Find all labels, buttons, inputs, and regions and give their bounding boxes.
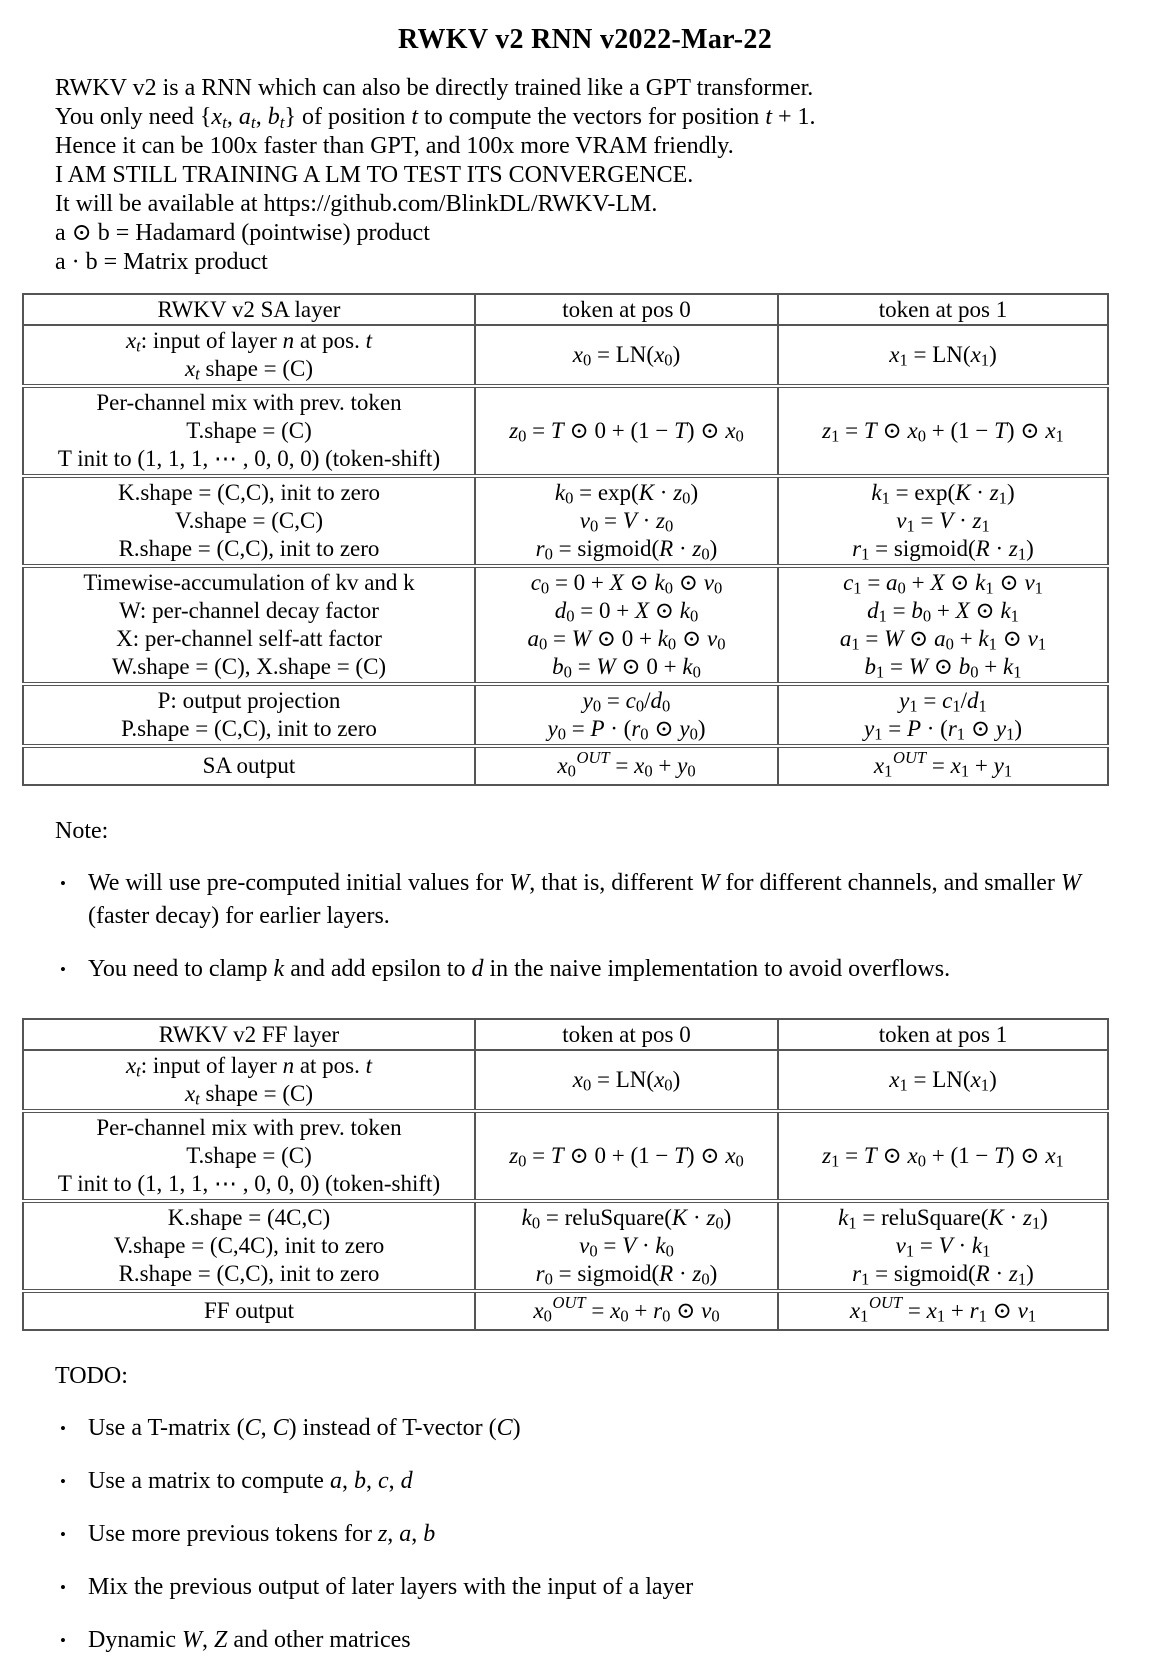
todo-item-text: Use more previous tokens for z, a, b: [88, 1521, 436, 1547]
row-label-cell: K.shape = (4C,C) V.shape = (C,4C), init to zero R.shape = (C,C), init to zero: [23, 1201, 475, 1291]
pos1-cell: $z_1 = T$ ⊙ $x_0 + (1 - T)$ ⊙ $x_1$: [778, 1111, 1108, 1201]
table-header-row: [23, 1019, 1108, 1050]
row-label-cell: FF output: [23, 1291, 475, 1330]
todo-item: [60, 1624, 1082, 1657]
row-label-cell: Timewise-accumulation of kv and k W: per-channel decay factor X: per-channel self-att factor W.shape = (C), X.shape = (C): [23, 566, 475, 684]
table-row: [23, 386, 1108, 476]
todo-item-text: Use a T-matrix (C, C) instead of T-vector (C): [88, 1415, 521, 1441]
pos1-cell: $k_1$ = reluSquare(K · $z_1$) $v_1 = V \cdot k_1$ $r_1$ = sigmoid(R · $z_1$): [778, 1201, 1108, 1291]
bullet-icon: •: [60, 1419, 66, 1438]
note-list: [0, 867, 1170, 986]
pos0-cell: $x_0 = LN(x_0)$: [475, 1050, 778, 1111]
row-label-cell: SA output: [23, 746, 475, 785]
intro-line: I AM STILL TRAINING A LM TO TEST ITS CONVERGENCE.: [55, 162, 694, 188]
pos0-cell: $z_0 = T$ ⊙ 0 + (1 − T) ⊙ $x_0$: [475, 386, 778, 476]
todo-item-text: Mix the previous output of later layers with the input of a layer: [88, 1574, 694, 1600]
pos1-cell: $z_1 = T$ ⊙ $x_0 + (1 - T)$ ⊙ $x_1$: [778, 386, 1108, 476]
intro-line-matrix: a · b = Matrix product: [55, 249, 268, 275]
pos1-cell: $k_1 = \exp(K \cdot z_1)$ $v_1 = V \cdot z_1$ $r_1$ = sigmoid(R · $z_1$): [778, 476, 1108, 566]
sa-layer-table: [22, 293, 1109, 786]
pos1-cell: $c_1 = a_0 + X$ ⊙ $k_1$ ⊙ $v_1$ $d_1 = b_0 + X$ ⊙ $k_1$ $a_1 = W$ ⊙ $a_0 + k_1$ ⊙ $v_1$ $b_1 = W$ ⊙ $b_0 + k_1$: [778, 566, 1108, 684]
todo-list: [0, 1412, 1170, 1657]
pos0-cell: $x_0 = LN(x_0)$: [475, 325, 778, 386]
pos0-cell: $y_0 = c_0/d_0$ $y_0 = P \cdot (r_0$ ⊙ $y_0$): [475, 684, 778, 746]
table-row: [23, 684, 1108, 746]
pos0-cell: $c_0 = 0 + X$ ⊙ $k_0$ ⊙ $v_0$ $d_0 = 0 + X$ ⊙ $k_0$ $a_0 = W$ ⊙ $0 + k_0$ ⊙ $v_0$ $b_0 = W$ ⊙ $0 + k_0$: [475, 566, 778, 684]
pos1-cell: $x_1^{OUT} = x_1 + r_1$ ⊙ $v_1$: [778, 1291, 1108, 1330]
todo-item: [60, 1518, 1082, 1551]
table-header-cell: token at pos 1: [778, 294, 1108, 325]
table-header-cell: RWKV v2 FF layer: [23, 1019, 475, 1050]
table-row: [23, 1201, 1108, 1291]
bullet-icon: •: [60, 1631, 66, 1650]
table-row: [23, 476, 1108, 566]
table-row: [23, 1050, 1108, 1111]
page-title: RWKV v2 RNN v2022-Mar-22: [397, 24, 773, 55]
ff-layer-table: [22, 1018, 1109, 1331]
pos0-cell: $k_0 = \exp(K \cdot z_0)$ $v_0 = V \cdot z_0$ $r_0$ = sigmoid(R · $z_0$): [475, 476, 778, 566]
table-row: [23, 566, 1108, 684]
row-label-cell: Per-channel mix with prev. token T.shape = (C) T init to (1, 1, 1, ⋯ , 0, 0, 0) (token-shift): [23, 386, 475, 476]
bullet-icon: •: [60, 960, 66, 979]
row-label-cell: $x_t$: input of layer n at pos. t $x_t$ shape = (C): [23, 325, 475, 386]
intro-line: RWKV v2 is a RNN which can also be directly trained like a GPT transformer.: [55, 75, 814, 101]
todo-heading: TODO:: [55, 1363, 128, 1389]
todo-item: [60, 1412, 1082, 1445]
row-label-cell: $x_t$: input of layer n at pos. t $x_t$ shape = (C): [23, 1050, 475, 1111]
todo-item: [60, 1465, 1082, 1498]
bullet-icon: •: [60, 1525, 66, 1544]
note-heading: Note:: [55, 818, 109, 844]
table-header-row: [23, 294, 1108, 325]
todo-item: [60, 1571, 1082, 1604]
note-item: [60, 953, 1082, 986]
table-row: [23, 325, 1108, 386]
intro-paragraph: [55, 74, 1130, 277]
row-label-cell: K.shape = (C,C), init to zero V.shape = (C,C) R.shape = (C,C), init to zero: [23, 476, 475, 566]
row-label-cell: Per-channel mix with prev. token T.shape = (C) T init to (1, 1, 1, ⋯ , 0, 0, 0) (token-shift): [23, 1111, 475, 1201]
table-header-cell: token at pos 1: [778, 1019, 1108, 1050]
note-item-text: We will use pre-computed initial values for W, that is, different W for different channels, and smaller W (faster decay) for earlier layers.: [88, 870, 1081, 929]
bullet-icon: •: [60, 874, 66, 893]
intro-line-hadamard: a ⊙ b = Hadamard (pointwise) product: [55, 220, 430, 246]
intro-line: You only need {$x_t$, $a_t$, $b_t$} of position t to compute the vectors for position t + 1.: [55, 104, 816, 132]
pos1-cell: $x_1 = LN(x_1)$: [778, 325, 1108, 386]
bullet-icon: •: [60, 1472, 66, 1491]
pos0-cell: $k_0$ = reluSquare(K · $z_0$) $v_0 = V \cdot k_0$ $r_0$ = sigmoid(R · $z_0$): [475, 1201, 778, 1291]
table-row: [23, 746, 1108, 785]
table-header-cell: RWKV v2 SA layer: [23, 294, 475, 325]
pos1-cell: $y_1 = c_1/d_1$ $y_1 = P \cdot (r_1$ ⊙ $y_1$): [778, 684, 1108, 746]
note-item-text: You need to clamp k and add epsilon to d in the naive implementation to avoid overflows.: [88, 956, 951, 982]
pos0-cell: $x_0^{OUT} = x_0 + r_0$ ⊙ $v_0$: [475, 1291, 778, 1330]
table-row: [23, 1111, 1108, 1201]
bullet-icon: •: [60, 1578, 66, 1597]
todo-item-text: Use a matrix to compute a, b, c, d: [88, 1468, 413, 1494]
row-label-cell: P: output projection P.shape = (C,C), init to zero: [23, 684, 475, 746]
intro-line: Hence it can be 100x faster than GPT, and 100x more VRAM friendly.: [55, 133, 734, 159]
table-header-cell: token at pos 0: [475, 1019, 778, 1050]
pos1-cell: $x_1 = LN(x_1)$: [778, 1050, 1108, 1111]
todo-item-text: Dynamic W, Z and other matrices: [88, 1627, 411, 1653]
pos1-cell: $x_1^{OUT} = x_1 + y_1$: [778, 746, 1108, 785]
table-header-cell: token at pos 0: [475, 294, 778, 325]
pos0-cell: $x_0^{OUT} = x_0 + y_0$: [475, 746, 778, 785]
note-item: [60, 867, 1082, 933]
table-row: [23, 1291, 1108, 1330]
intro-line-url: It will be available at https://github.com/BlinkDL/RWKV-LM.: [55, 191, 658, 217]
pos0-cell: $z_0 = T$ ⊙ 0 + (1 − T) ⊙ $x_0$: [475, 1111, 778, 1201]
